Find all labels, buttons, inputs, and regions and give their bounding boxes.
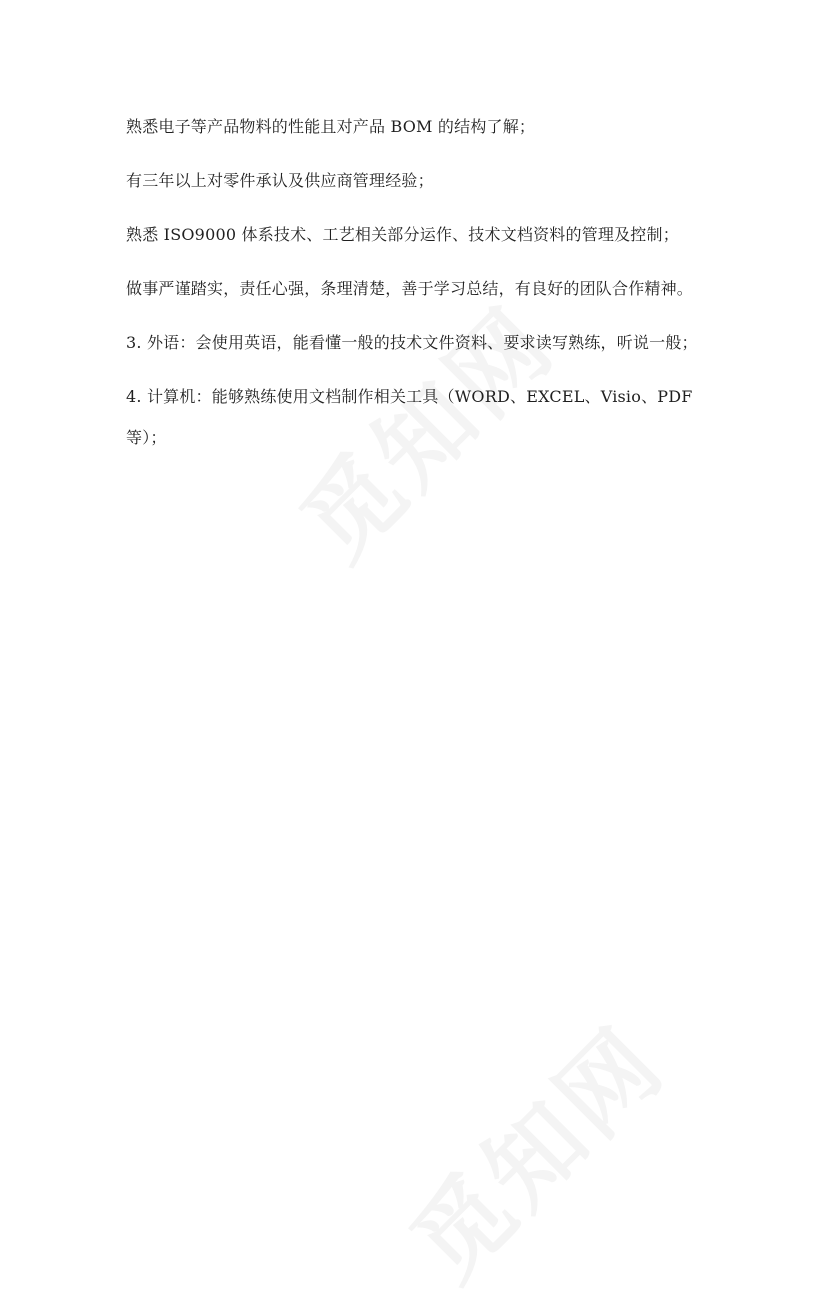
paragraph-supplier-experience: 有三年以上对零件承认及供应商管理经验； xyxy=(126,171,434,190)
paragraph-language: 3. 外语：会使用英语，能看懂一般的技术文件资料、要求读写熟练，听说一般； xyxy=(126,333,698,352)
paragraph-computer: 4. 计算机：能够熟练使用文档制作相关工具（WORD、EXCEL、Visio、PDF 等）； xyxy=(126,387,693,447)
watermark xyxy=(376,992,689,1305)
document-body xyxy=(126,106,711,471)
paragraph-teamwork: 做事严谨踏实，责任心强，条理清楚，善于学习总结，有良好的团队合作精神。 xyxy=(126,279,694,298)
paragraph-iso9000: 熟悉 ISO9000 体系技术、工艺相关部分运作、技术文档资料的管理及控制； xyxy=(126,225,679,244)
paragraph-bom: 熟悉电子等产品物料的性能且对产品 BOM 的结构了解； xyxy=(126,117,536,136)
